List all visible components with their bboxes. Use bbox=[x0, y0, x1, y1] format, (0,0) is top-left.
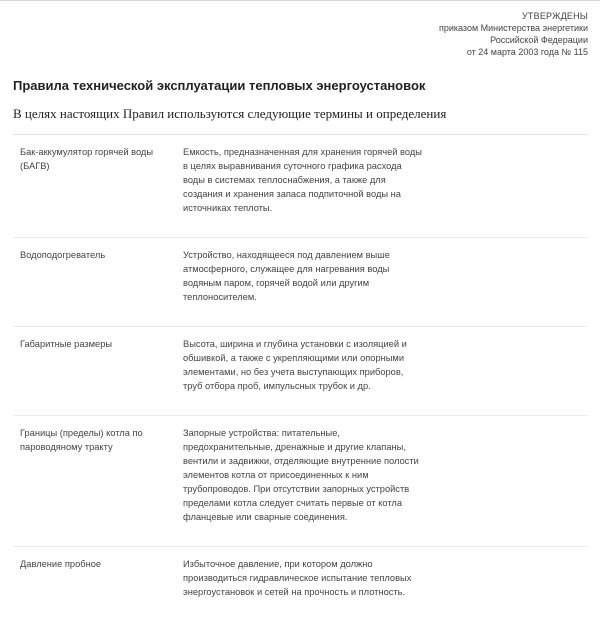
definitions-table bbox=[13, 134, 588, 621]
definition-term: Бак-аккумулятор горячей воды (БАГВ) bbox=[20, 147, 154, 171]
definition-term: Границы (пределы) котла по пароводяному тракту bbox=[20, 428, 143, 452]
definition-row bbox=[13, 327, 588, 416]
definition-term: Давление пробное bbox=[20, 559, 102, 569]
definition-text: Емкость, предназначенная для хранения горячей воды в целях выравнивания суточного графика расхода воды в системах теплоснабжения, а также для создания и хранения запаса подпиточной воды на источниках теплоты. bbox=[183, 147, 422, 213]
definition-term: Габаритные размеры bbox=[20, 339, 113, 349]
approval-line: приказом Министерства энергетики bbox=[438, 23, 588, 33]
definition-row bbox=[13, 416, 588, 547]
top-divider bbox=[0, 0, 600, 1]
approval-stamp bbox=[439, 10, 588, 58]
definition-text: Запорные устройства: питательные, предохранительные, дренажные и другие клапаны, вентили и задвижки, отделяющие внутренние полости элементов котла от присоединенных к ним трубопроводов. При отсутствии запорных устройств пределами котла следует считать первые от котла фланцевые или сварные соединения. bbox=[183, 428, 419, 522]
approval-line: от 24 марта 2003 года № 115 bbox=[466, 47, 588, 57]
document-title: Правила технической эксплуатации тепловых энергоустановок bbox=[13, 78, 426, 93]
approval-title: УТВЕРЖДЕНЫ bbox=[522, 11, 588, 21]
definition-row bbox=[13, 135, 588, 238]
definition-row bbox=[13, 238, 588, 327]
definition-text: Высота, ширина и глубина установки с изоляцией и обшивкой, а также с укрепляющими или опорными элементами, но без учета выступающих приборов, труб отбора проб, импульсных трубок и др. bbox=[183, 339, 407, 391]
definition-text: Избыточное давление, при котором должно производиться гидравлическое испытание тепловых энергоустановок и сетей на прочность и плотность. bbox=[183, 559, 412, 597]
approval-line: Российской Федерации bbox=[490, 35, 588, 45]
definition-term: Водоподогреватель bbox=[20, 250, 106, 260]
definition-text: Устройство, находящееся под давлением выше атмосферного, служащее для нагревания воды водяным паром, горячей водой или другим теплоносителем. bbox=[183, 250, 390, 302]
intro-text: В целях настоящих Правил используются следующие термины и определения bbox=[13, 106, 447, 121]
definition-row bbox=[13, 547, 588, 621]
